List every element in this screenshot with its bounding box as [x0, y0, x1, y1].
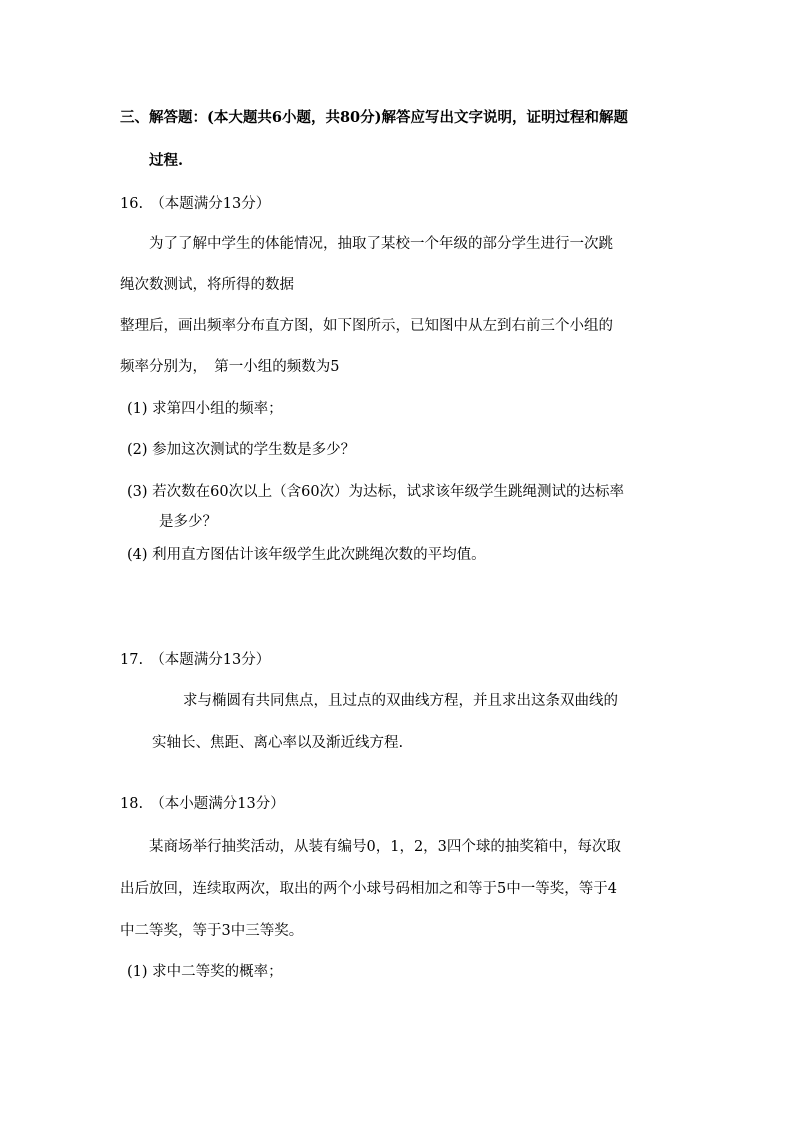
question-16-item-3: (3) 若次数在60次以上（含60次）为达标，试求该年级学生跳绳测试的达标率 [127, 484, 625, 500]
question-16-item-2: (2) 参加这次测试的学生数是多少？ [127, 442, 356, 458]
question-16-item-1: (1) 求第四小组的频率； [127, 401, 283, 417]
question-16-header: 16. （本题满分13分） [120, 196, 271, 212]
question-16-text: 绳次数测试，将所得的数据 [120, 277, 294, 293]
question-18-header: 18. （本小题满分13分） [120, 796, 285, 812]
question-17-text: 实轴长、焦距、离心率以及渐近线方程. [152, 735, 404, 751]
question-16-text: 频率分别为， 第一小组的频数为5 [120, 359, 340, 375]
question-16-item-3-continued: 是多少？ [159, 514, 217, 530]
question-18-item-1: (1) 求中二等奖的概率； [127, 964, 283, 980]
section-heading-continued: 过程. [149, 152, 184, 169]
question-16-text: 为了了解中学生的体能情况，抽取了某校一个年级的部分学生进行一次跳 [149, 236, 613, 252]
question-16-item-4: (4) 利用直方图估计该年级学生此次跳绳次数的平均值。 [127, 547, 486, 563]
question-18-text: 中二等奖，等于3中三等奖。 [120, 923, 304, 939]
question-16-text: 整理后，画出频率分布直方图，如下图所示，已知图中从左到右前三个小组的 [120, 318, 613, 334]
section-heading: 三、解答题：(本大题共6小题，共80分)解答应写出文字说明，证明过程和解题 [120, 109, 628, 126]
question-17-header: 17. （本题满分13分） [120, 652, 271, 668]
question-18-text: 出后放回，连续取两次，取出的两个小球号码相加之和等于5中一等奖，等于4 [120, 881, 617, 897]
question-18-text: 某商场举行抽奖活动，从装有编号0，1，2，3四个球的抽奖箱中，每次取 [149, 839, 621, 855]
question-17-text: 求与椭圆有共同焦点，且过点的双曲线方程，并且求出这条双曲线的 [183, 693, 618, 709]
